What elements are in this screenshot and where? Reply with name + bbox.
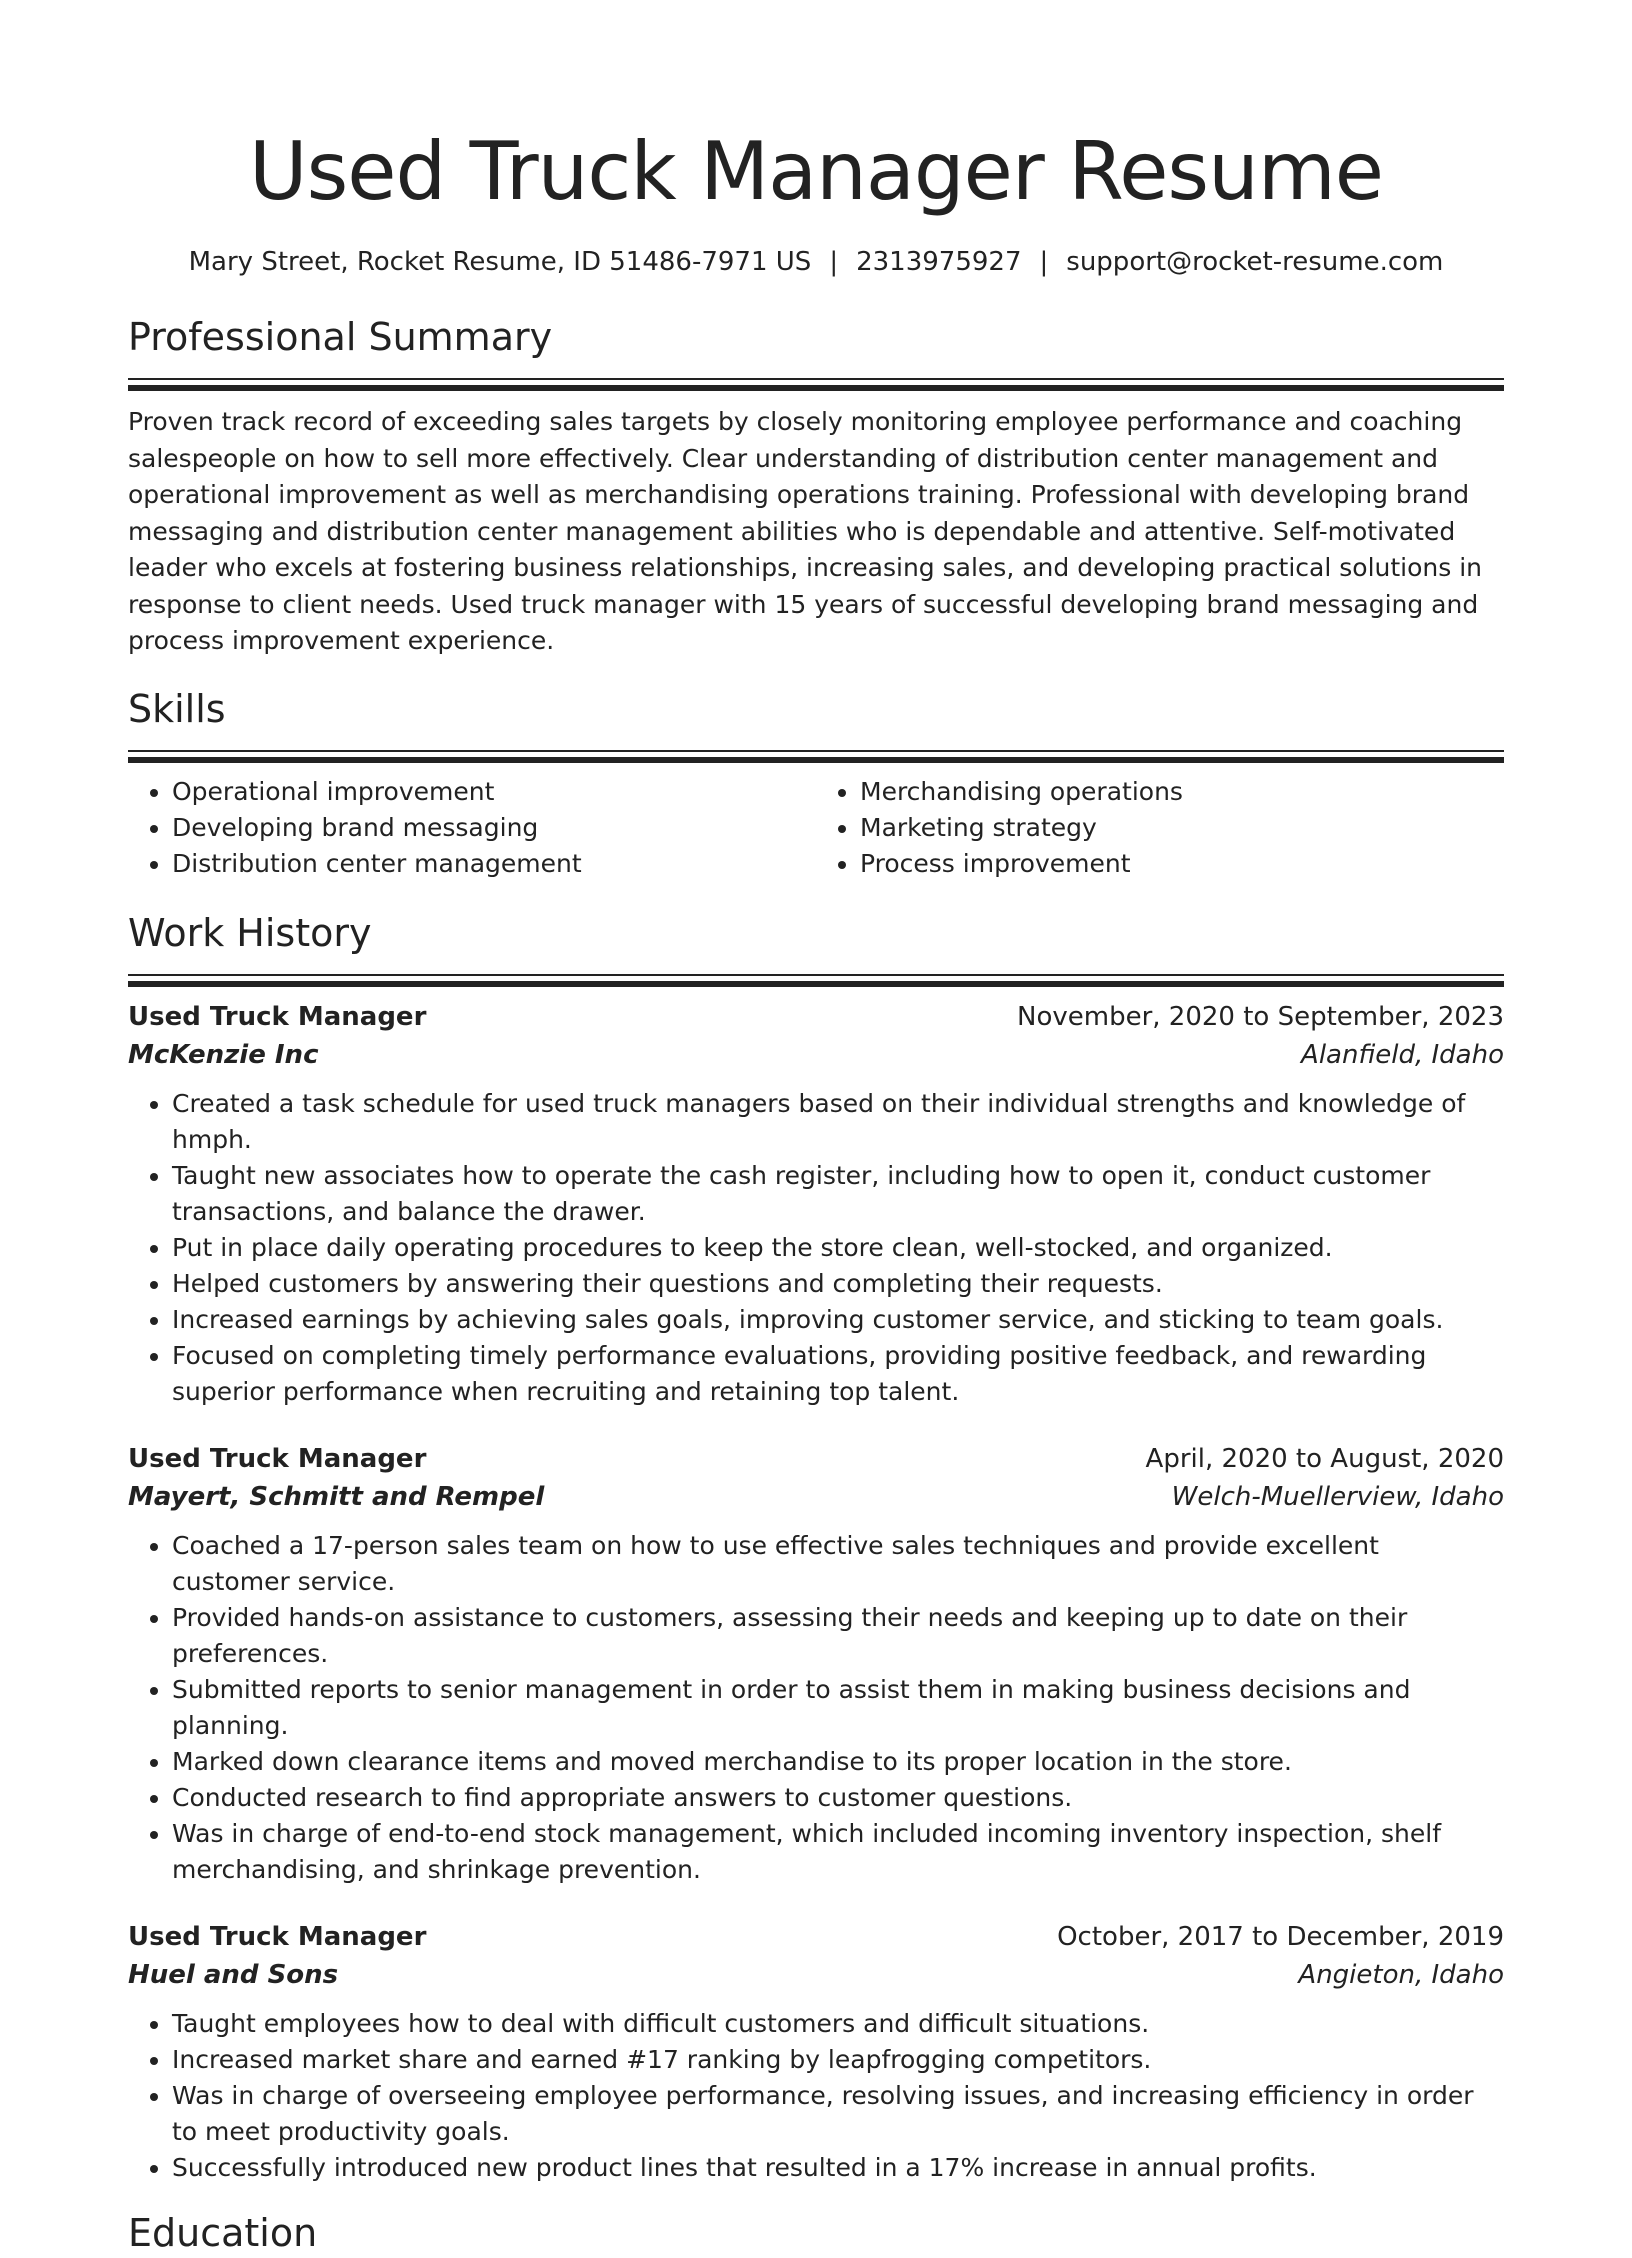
section-divider: [128, 378, 1504, 390]
education-heading: Education: [128, 2210, 318, 2255]
job-title: Used Truck Manager: [128, 1001, 427, 1032]
job-header-row: [128, 1918, 1504, 1956]
job-bullet: • Created a task schedule for used truck managers based on their individual strengths and knowledge of hmph.: [172, 1086, 1504, 1158]
skills-column-right: [816, 774, 1504, 882]
job-company-row: [128, 1956, 1504, 1994]
job-location: Alanfield, Idaho: [1301, 1039, 1504, 1070]
summary-text: Proven track record of exceeding sales targets by closely monitoring employee performance and coaching salespeople on how to sell more effectively. Clear understanding of distribution center management and operational improvement as well as merchandising operations training. Professional with developing brand messaging and distribution center management abilities who is dependable and attentive. Self-motivated leader who excels at fostering business relationships, increasing sales, and developing practical solutions in response to client needs. Used truck manager with 15 years of successful developing brand messaging and process improvement experience.: [128, 407, 1483, 655]
skills-section: [128, 684, 1504, 882]
contact-phone: 2313975927: [856, 247, 1022, 277]
job-dates: April, 2020 to August, 2020: [1145, 1443, 1504, 1474]
job-bullet: • Taught employees how to deal with difficult customers and difficult situations.: [172, 2006, 1504, 2042]
section-divider: [128, 750, 1504, 762]
job-bullet: • Successfully introduced new product lines that resulted in a 17% increase in annual profits.: [172, 2150, 1504, 2186]
skill-item: • Merchandising operations: [860, 774, 1504, 810]
skill-item: • Developing brand messaging: [172, 810, 816, 846]
job-bullet: • Increased earnings by achieving sales goals, improving customer service, and sticking to team goals.: [172, 1302, 1504, 1338]
contact-line: [128, 244, 1504, 280]
job-bullet: • Focused on completing timely performance evaluations, providing positive feedback, and rewarding superior performance when recruiting and retaining top talent.: [172, 1338, 1504, 1410]
job-company-row: [128, 1036, 1504, 1074]
skill-item: • Process improvement: [860, 846, 1504, 882]
job-bullet: • Put in place daily operating procedures to keep the store clean, well-stocked, and organized.: [172, 1230, 1504, 1266]
job-dates: November, 2020 to September, 2023: [1017, 1001, 1504, 1032]
job-bullet: • Submitted reports to senior management in order to assist them in making business decisions and planning.: [172, 1672, 1504, 1744]
job-bullet: • Provided hands-on assistance to customers, assessing their needs and keeping up to date on their preferences.: [172, 1600, 1504, 1672]
resume-title: Used Truck Manager Resume: [249, 125, 1383, 218]
job-bullet: • Helped customers by answering their questions and completing their requests.: [172, 1266, 1504, 1302]
resume-page: [128, 0, 1504, 2258]
job-bullets: [128, 1528, 1504, 1888]
skill-item: • Operational improvement: [172, 774, 816, 810]
job-bullet: • Marked down clearance items and moved merchandise to its proper location in the store.: [172, 1744, 1504, 1780]
job-bullet: • Was in charge of overseeing employee performance, resolving issues, and increasing efficiency in order to meet productivity goals.: [172, 2078, 1504, 2150]
job-bullet: • Coached a 17-person sales team on how to use effective sales techniques and provide excellent customer service.: [172, 1528, 1504, 1600]
job-company-row: [128, 1478, 1504, 1516]
job-company: Mayert, Schmitt and Rempel: [128, 1481, 545, 1512]
summary-heading: Professional Summary: [128, 315, 553, 359]
job-company: McKenzie Inc: [128, 1039, 319, 1070]
job-bullet: • Taught new associates how to operate the cash register, including how to open it, conduct customer transactions, and balance the drawer.: [172, 1158, 1504, 1230]
section-divider: [128, 974, 1504, 986]
job-bullets: [128, 1086, 1504, 1410]
job-entry: [128, 1918, 1504, 2186]
job-bullets: [128, 2006, 1504, 2186]
contact-separator: |: [1039, 247, 1049, 277]
education-section: [128, 2208, 1504, 2258]
work-history-heading: Work History: [128, 910, 372, 955]
work-history-section: [128, 908, 1504, 2186]
job-company: Huel and Sons: [128, 1959, 339, 1990]
contact-address: Mary Street, Rocket Resume, ID 51486-7971 US: [188, 247, 812, 277]
job-bullet: • Conducted research to find appropriate answers to customer questions.: [172, 1780, 1504, 1816]
skills-column-left: [128, 774, 816, 882]
job-title: Used Truck Manager: [128, 1443, 427, 1474]
skills-heading: Skills: [128, 686, 226, 731]
job-entry: [128, 1440, 1504, 1888]
job-header-row: [128, 998, 1504, 1036]
job-entry: [128, 998, 1504, 1410]
job-title: Used Truck Manager: [128, 1921, 427, 1952]
skill-item: • Distribution center management: [172, 846, 816, 882]
job-header-row: [128, 1440, 1504, 1478]
summary-section: [128, 312, 1504, 660]
job-dates: October, 2017 to December, 2019: [1057, 1921, 1504, 1952]
skill-item: • Marketing strategy: [860, 810, 1504, 846]
contact-separator: |: [829, 247, 839, 277]
job-location: Welch-Muellerview, Idaho: [1171, 1481, 1504, 1512]
contact-email: support@rocket-resume.com: [1066, 247, 1444, 277]
job-location: Angieton, Idaho: [1298, 1959, 1504, 1990]
skills-list: [128, 774, 1504, 882]
job-bullet: • Increased market share and earned #17 ranking by leapfrogging competitors.: [172, 2042, 1504, 2078]
job-bullet: • Was in charge of end-to-end stock management, which included incoming inventory inspection, shelf merchandising, and shrinkage prevention.: [172, 1816, 1504, 1888]
